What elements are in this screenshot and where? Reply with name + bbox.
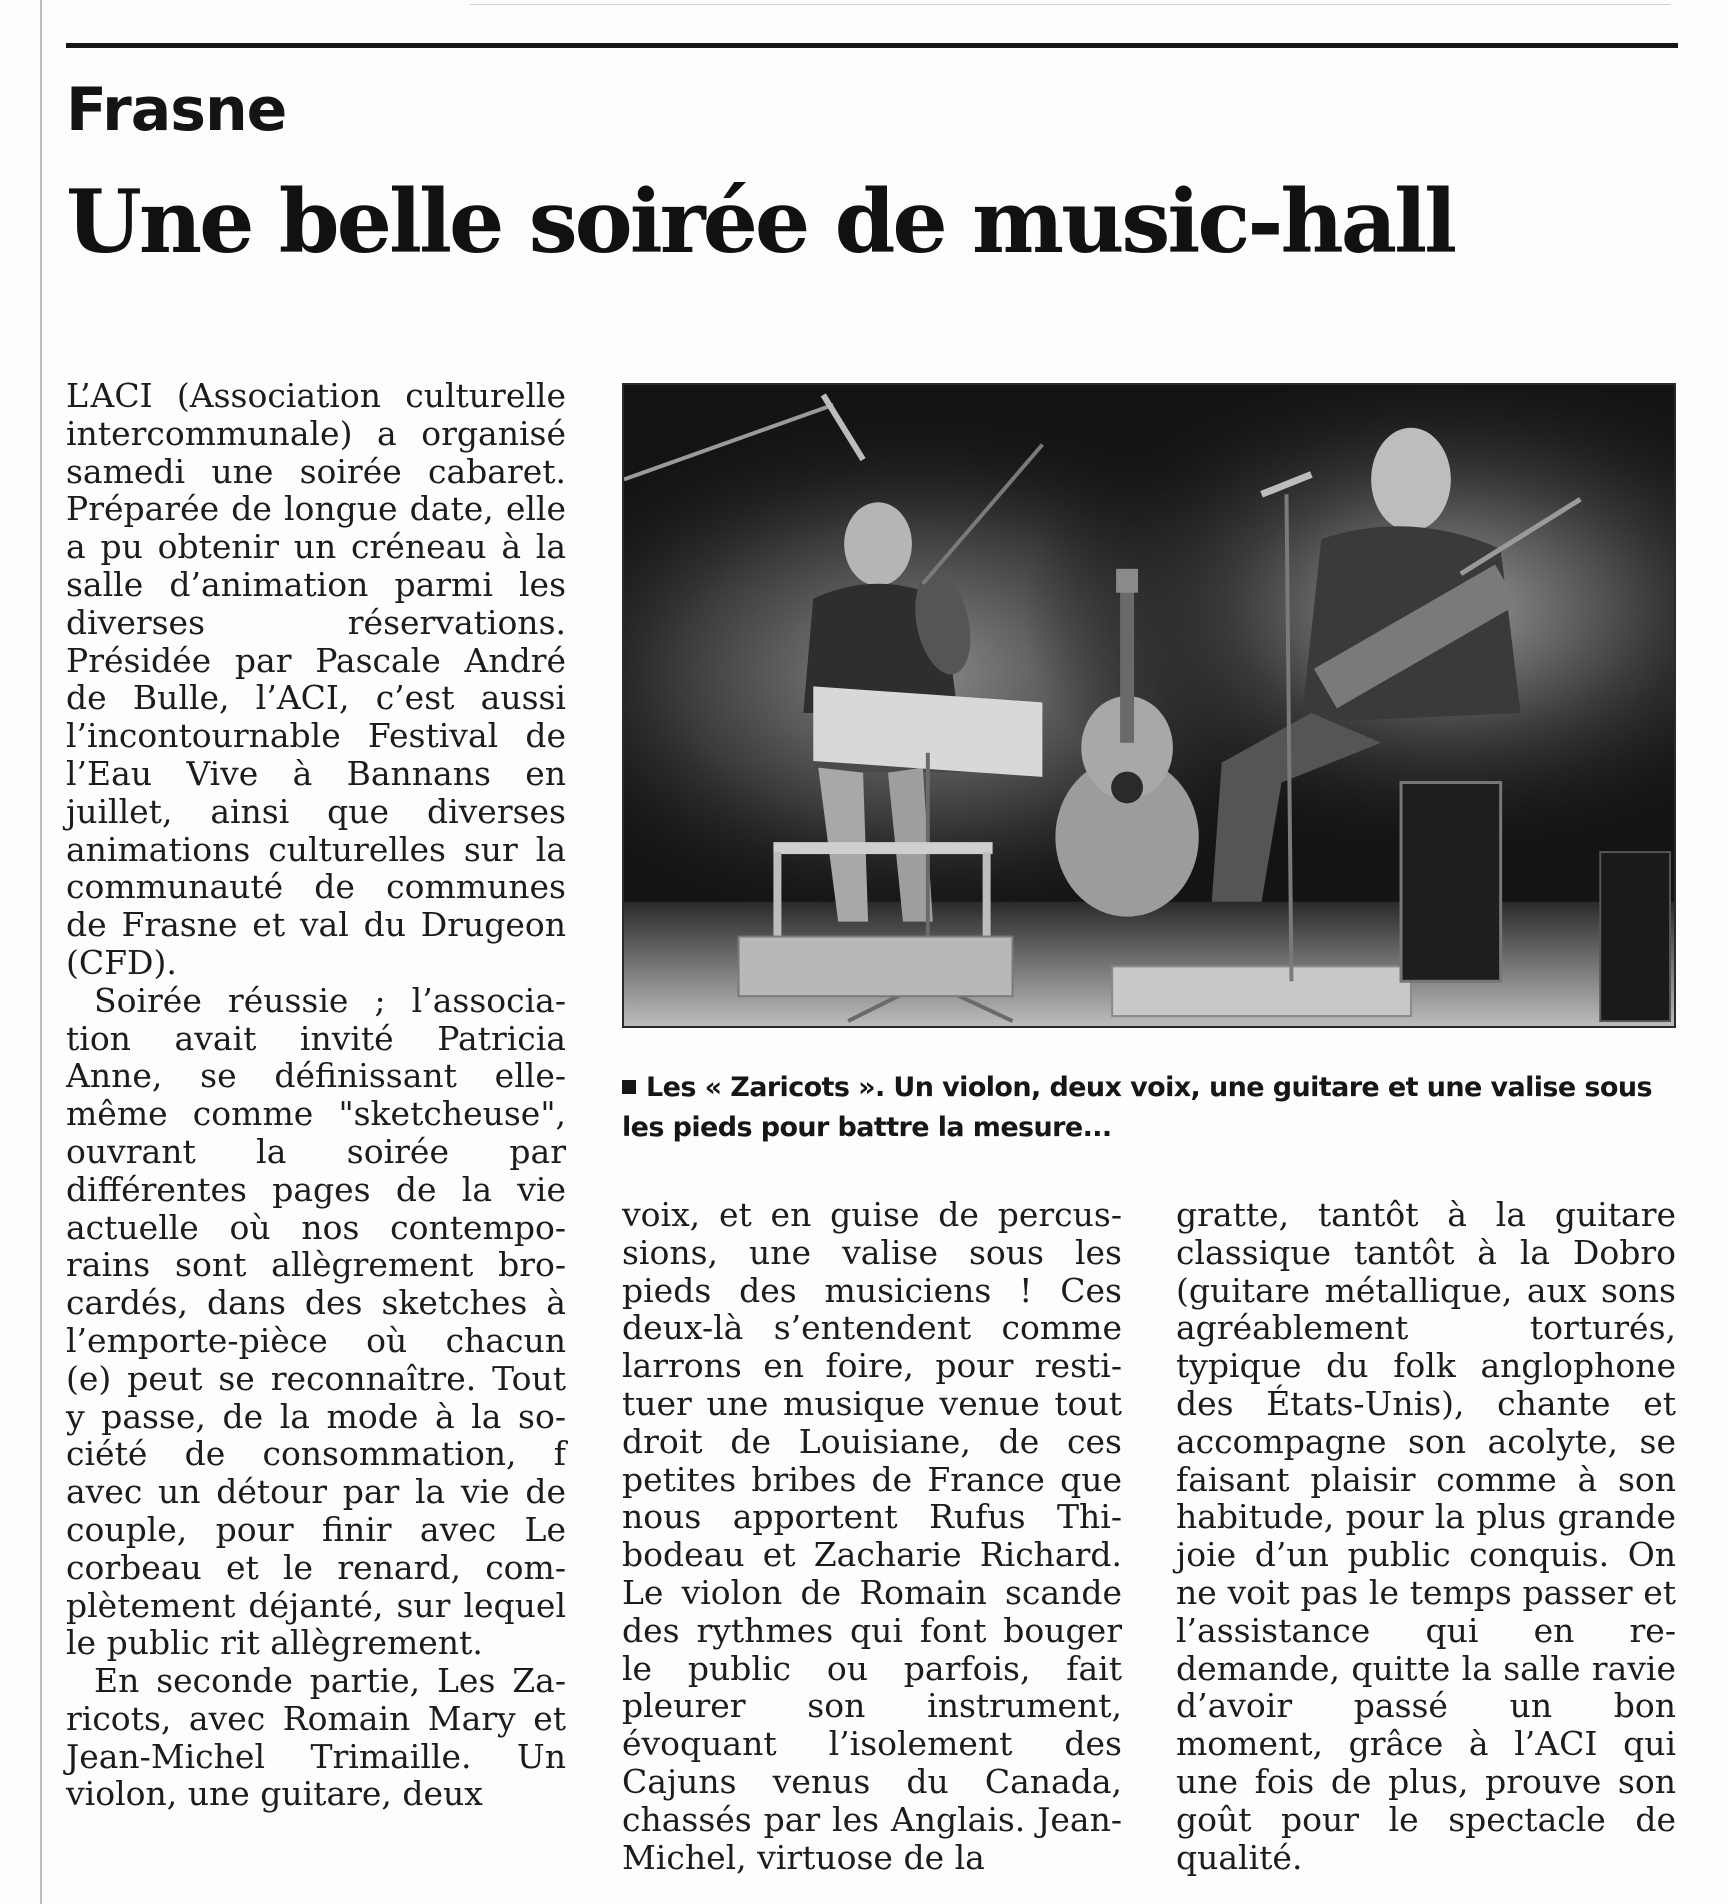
- headline: Une belle soirée de music-hall: [66, 170, 1455, 273]
- paragraph: gratte, tantôt à la guitare classique tantôt à la Dobro (guitare métallique, aux sons agréablement torturés, typique du folk anglophone des États-Unis), chante et accompagne son acolyte, se faisant plaisir comme à son habitude, pour la plus grande joie d’un public conquis. On ne voit pas le temps passer et l’assistance qui en redemande, quitte la salle ravie d’avoir passé un bon moment, grâce à l’ACI qui une fois de plus, prouve son goût pour le spectacle de qualité.: [1176, 1195, 1676, 1877]
- top-rule: [66, 43, 1678, 48]
- article-column-2: [622, 1196, 1122, 1876]
- page-edge: [40, 0, 42, 1904]
- paragraph: En seconde partie, Les Zaricots, avec Romain Mary et Jean-Michel Trimaille. Un violon, une guitare, deux: [66, 1661, 566, 1814]
- paragraph: voix, et en guise de percussions, une valise sous les pieds des musiciens ! Ces deux-là s’entendent comme larrons en foire, pour restituer une musique venue tout droit de Louisiane, de ces petites bribes de France que nous apportent Rufus Thibodeau et Zacharie Richard. Le violon de Romain scande des rythmes qui font bouger le public ou parfois, fait pleurer son instrument, évoquant l’isolement des Cajuns venus du Canada, chassés par les Anglais. Jean-Michel, virtuose de la: [622, 1195, 1122, 1877]
- paragraph: Soirée réussie ; l’association avait invité Patricia Anne, se définissant elle-même comme "sketcheuse", ouvrant la soirée par différentes pages de la vie actuelle où nos contemporains sont allègrement brocardés, dans des sketches à l’emporte-pièce où chacun (e) peut se reconnaître. Tout y passe, de la mode à la société de consommation, f avec un détour par la vie de couple, pour finir avec Le corbeau et le renard, complètement déjanté, sur lequel le public rit allègrement.: [66, 980, 566, 1663]
- paragraph: L’ACI (Association culturelle intercommunale) a organisé samedi une soirée cabaret. Préparée de longue date, elle a pu obtenir un créneau à la salle d’animation parmi les diverses réservations. Présidée par Pascale André de Bulle, l’ACI, c’est aussi l’incontournable Festival de l’Eau Vive à Bannans en juillet, ainsi que diverses animations culturelles sur la communauté de communes de Frasne et val du Drugeon (CFD).: [66, 376, 566, 982]
- page-edge-top: [470, 4, 1670, 5]
- concert-photo: [622, 383, 1676, 1028]
- concert-photo-illustration: [624, 385, 1674, 1026]
- caption-square-icon: [622, 1080, 636, 1094]
- article-column-3: [1176, 1196, 1676, 1876]
- article-column-1: [66, 377, 566, 1813]
- location-kicker: Frasne: [66, 75, 287, 145]
- caption-text: Les « Zaricots ». Un violon, deux voix, une guitare et une valise sous les pieds pour battre la mesure...: [622, 1072, 1652, 1143]
- photo-caption: [622, 1068, 1676, 1148]
